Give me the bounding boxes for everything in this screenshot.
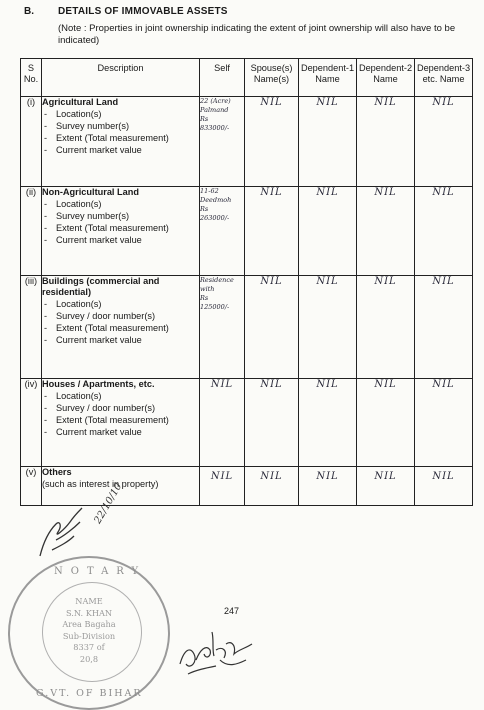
row-dependent-1-value: NIL bbox=[299, 187, 357, 276]
stamp-line: Area Bagaha bbox=[62, 619, 116, 629]
list-item: - Current market value bbox=[42, 235, 199, 246]
row-category: Others bbox=[42, 467, 72, 477]
immovable-assets-table bbox=[20, 58, 473, 506]
row-dependent-1-value: NIL bbox=[299, 97, 357, 187]
stamp-center-text bbox=[44, 596, 134, 665]
header-dependent-2: Dependent-2 Name bbox=[357, 59, 415, 97]
self-line: Rs bbox=[200, 294, 209, 302]
self-line: 11-62 bbox=[200, 187, 219, 195]
header-sno: S No. bbox=[21, 59, 42, 97]
table-row bbox=[21, 187, 473, 276]
row-dependent-3-value: NIL bbox=[415, 467, 473, 506]
row-dependent-2-value: NIL bbox=[357, 467, 415, 506]
row-dependent-2-value: NIL bbox=[357, 379, 415, 467]
list-item: - Current market value bbox=[42, 427, 199, 438]
header-description: Description bbox=[42, 59, 200, 97]
row-self-value: NIL bbox=[200, 467, 245, 506]
row-description bbox=[42, 97, 200, 187]
header-dependent-3: Dependent-3 etc. Name bbox=[415, 59, 473, 97]
self-line: Deedmoh bbox=[200, 196, 232, 204]
row-self-value bbox=[200, 276, 245, 379]
stamp-line: 8337 of bbox=[73, 642, 105, 652]
row-dependent-3-value: NIL bbox=[415, 187, 473, 276]
row-dependent-2-value: NIL bbox=[357, 276, 415, 379]
table-row bbox=[21, 379, 473, 467]
stamp-top-text: NOTARY bbox=[54, 566, 147, 577]
row-category: Buildings (commercial and residential) bbox=[42, 276, 160, 297]
notary-signature bbox=[34, 500, 106, 562]
list-item: - Location(s) bbox=[42, 299, 199, 310]
row-self-value bbox=[200, 187, 245, 276]
self-line: Rs bbox=[200, 205, 209, 213]
row-category-note: (such as interest in property) bbox=[42, 479, 159, 489]
self-line: 263000/- bbox=[200, 214, 230, 222]
row-category: Non-Agricultural Land bbox=[42, 187, 139, 197]
row-spouse-value: NIL bbox=[245, 467, 299, 506]
list-item: - Current market value bbox=[42, 335, 199, 346]
stamp-bottom-text: G.VT. OF BIHAR bbox=[36, 688, 143, 699]
row-spouse-value: NIL bbox=[245, 379, 299, 467]
list-item: - Survey / door number(s) bbox=[42, 311, 199, 322]
table-row bbox=[21, 97, 473, 187]
section-note: (Note : Properties in joint ownership indicating the extent of joint ownership will also have to be indicated) bbox=[58, 23, 456, 46]
row-dependent-3-value: NIL bbox=[415, 379, 473, 467]
self-line: Rs bbox=[200, 115, 209, 123]
row-dependent-2-value: NIL bbox=[357, 97, 415, 187]
row-sno: (iii) bbox=[21, 276, 42, 379]
stamp-line: NAME bbox=[75, 596, 103, 606]
row-self-value: NIL bbox=[200, 379, 245, 467]
row-category: Agricultural Land bbox=[42, 97, 119, 107]
row-dependent-3-value: NIL bbox=[415, 97, 473, 187]
self-line: Residence bbox=[200, 276, 234, 284]
stamp-line: 20,8 bbox=[79, 653, 99, 664]
self-line: with bbox=[200, 285, 215, 293]
row-description bbox=[42, 379, 200, 467]
stamp-line: S.N. KHAN bbox=[65, 607, 113, 618]
list-item: - Survey number(s) bbox=[42, 211, 199, 222]
stamp-line: Sub-Division bbox=[62, 630, 116, 641]
row-items bbox=[42, 299, 199, 346]
list-item: - Survey / door number(s) bbox=[42, 403, 199, 414]
row-dependent-1-value: NIL bbox=[299, 276, 357, 379]
row-items bbox=[42, 391, 199, 438]
header-self: Self bbox=[200, 59, 245, 97]
list-item: - Extent (Total measurement) bbox=[42, 323, 199, 334]
table-row bbox=[21, 276, 473, 379]
handwritten-date: 22/10/10 bbox=[92, 481, 125, 526]
row-dependent-2-value: NIL bbox=[357, 187, 415, 276]
header-dependent-1: Dependent-1 Name bbox=[299, 59, 357, 97]
row-sno: (i) bbox=[21, 97, 42, 187]
list-item: - Location(s) bbox=[42, 391, 199, 402]
row-spouse-value: NIL bbox=[245, 276, 299, 379]
header-spouse: Spouse(s) Name(s) bbox=[245, 59, 299, 97]
row-spouse-value: NIL bbox=[245, 187, 299, 276]
self-line: 125000/- bbox=[200, 303, 230, 311]
row-sno: (ii) bbox=[21, 187, 42, 276]
list-item: - Extent (Total measurement) bbox=[42, 223, 199, 234]
row-self-value bbox=[200, 97, 245, 187]
self-line: 833000/- bbox=[200, 124, 230, 132]
row-sno: (v) bbox=[21, 467, 42, 506]
row-dependent-1-value: NIL bbox=[299, 467, 357, 506]
list-item: - Survey number(s) bbox=[42, 121, 199, 132]
page-number: 247 bbox=[224, 606, 240, 616]
list-item: - Location(s) bbox=[42, 109, 199, 120]
deponent-signature bbox=[176, 620, 266, 680]
row-description bbox=[42, 187, 200, 276]
section-letter: B. bbox=[24, 6, 34, 17]
section-title: DETAILS OF IMMOVABLE ASSETS bbox=[58, 6, 228, 17]
self-line: Palmand bbox=[200, 106, 229, 114]
list-item: - Location(s) bbox=[42, 199, 199, 210]
row-description bbox=[42, 276, 200, 379]
row-items bbox=[42, 199, 199, 246]
table-header-row bbox=[21, 59, 473, 97]
list-item: - Extent (Total measurement) bbox=[42, 415, 199, 426]
list-item: - Current market value bbox=[42, 145, 199, 156]
row-items bbox=[42, 109, 199, 156]
row-dependent-1-value: NIL bbox=[299, 379, 357, 467]
row-dependent-3-value: NIL bbox=[415, 276, 473, 379]
row-sno: (iv) bbox=[21, 379, 42, 467]
list-item: - Extent (Total measurement) bbox=[42, 133, 199, 144]
row-category: Houses / Apartments, etc. bbox=[42, 379, 155, 389]
self-line: 22 (Acre) bbox=[200, 97, 231, 105]
row-spouse-value: NIL bbox=[245, 97, 299, 187]
